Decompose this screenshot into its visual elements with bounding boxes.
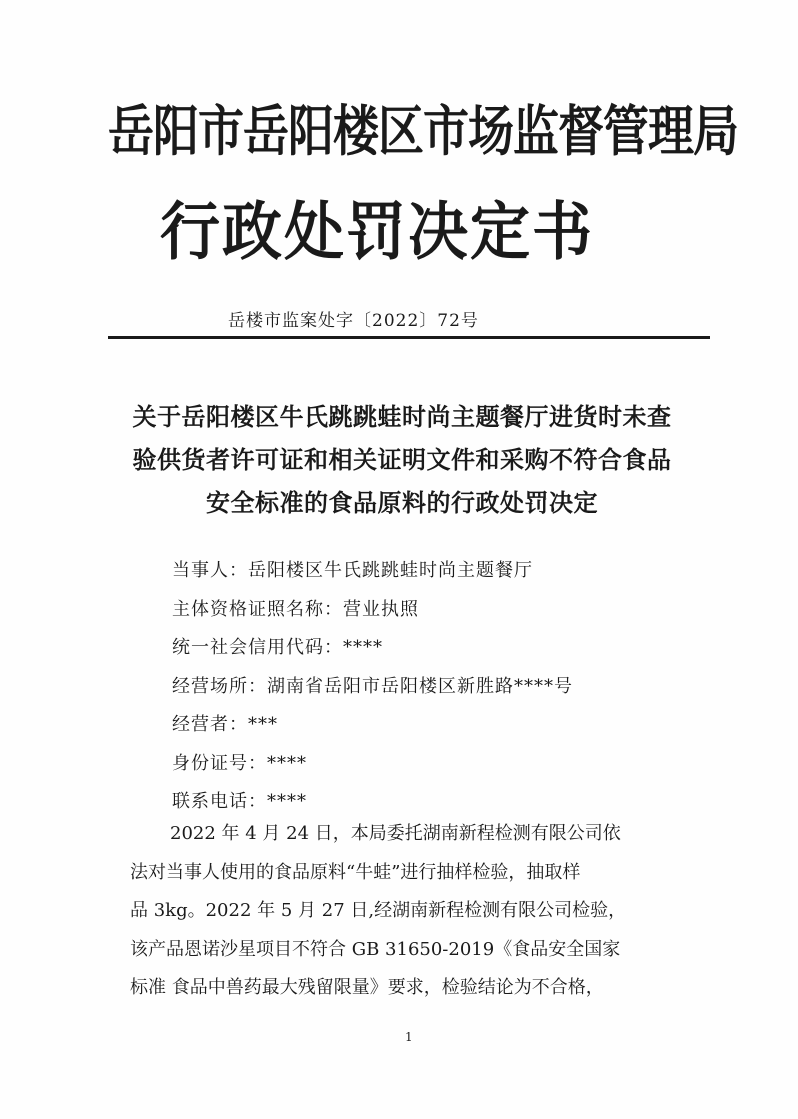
body-line: 该产品恩诺沙星项目不符合 GB 31650-2019《食品安全国家 xyxy=(130,938,621,960)
subject-line: 安全标准的食品原料的行政处罚决定 xyxy=(206,489,598,517)
body-line: 品 3kg。2022 年 5 月 27 日,经湖南新程检测有限公司检验， xyxy=(130,900,627,921)
id-number: 身份证号：**** xyxy=(172,752,307,774)
license-name: 主体资格证照名称：营业执照 xyxy=(172,598,419,620)
party-info xyxy=(172,556,692,826)
credit-code: 统一社会信用代码：**** xyxy=(172,637,383,658)
agency-name: 岳阳市岳阳楼区市场监督管理局 xyxy=(108,99,738,163)
party-name: 当事人：岳阳楼区牛氏跳跳蛙时尚主题餐厅 xyxy=(172,560,533,581)
operator-name: 经营者：*** xyxy=(172,714,278,735)
body-line: 2022 年 4 月 24 日，本局委托湖南新程检测有限公司依 xyxy=(170,823,621,844)
decision-body xyxy=(130,815,678,1008)
decision-subject xyxy=(132,396,672,525)
business-address: 经营场所：湖南省岳阳市岳阳楼区新胜路****号 xyxy=(172,675,573,697)
page-number: 1 xyxy=(405,1030,413,1044)
body-line: 标准 食品中兽药最大残留限量》要求，检验结论为不合格， xyxy=(130,977,604,998)
document-title: 行政处罚决定书 xyxy=(160,196,594,270)
body-line: 法对当事人使用的食品原料“牛蛙”进行抽样检验，抽取样 xyxy=(130,861,581,883)
header-divider xyxy=(108,336,710,339)
document-number: 岳楼市监案处字〔2022〕72号 xyxy=(228,311,479,331)
subject-line: 关于岳阳楼区牛氏跳跳蛙时尚主题餐厅进货时未查 xyxy=(132,403,672,431)
subject-line: 验供货者许可证和相关证明文件和采购不符合食品 xyxy=(132,446,672,474)
contact-phone: 联系电话：**** xyxy=(172,791,307,812)
